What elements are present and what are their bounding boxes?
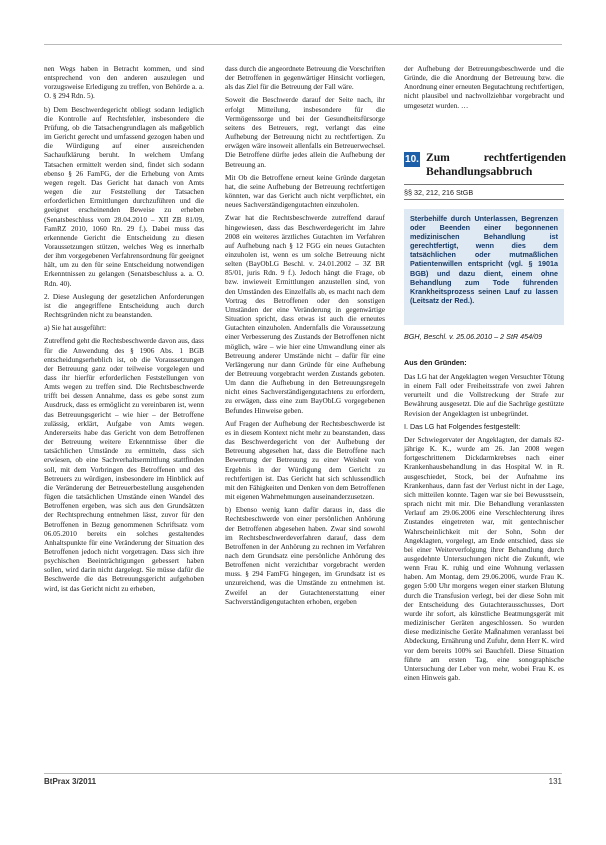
paragraph: Das LG hat der Angeklagten wegen Versuchter Tötung in einem Fall oder Freiheitsstrafe von zwei Jahren verurteilt und die Vollstreckung der Strafe zur Bewährung ausgesetzt. Die auf die Sachrüge gestützte Revision der Angeklagten ist unbegründet. <box>404 372 565 418</box>
page-number: 131 <box>548 777 562 786</box>
paragraph: a) Sie hat ausgeführt: <box>44 323 107 333</box>
statute-reference: §§ 32, 212, 216 StGB <box>404 188 474 197</box>
paragraph: Der Schwiegervater der Angeklagten, der damals 82-jährige K. K., wurde am 26. Jan 2008 wegen fortgeschrittenem Dickdarmkrebses nach einer Krankenhausbehandlung in das Hospital W. in R. ausgeschiedet, Stock, bei der Aufnahme ins Krankenhaus, dann fast der Verlust nicht in der Lage, sich mitteilen konnte. Tagen war sie bei Bewusstsein, sprach nicht mit mir. Die Behandlung veranlassten Verlauf am 29.06.2006 eine Verschlechterung ihres Zustandes eingetreten war, mit gentechnischer Wahrscheinlichkeit mit der Sohn, Sohn der Angeklagten, vorgelegt, am Ende entschied, dass sie bei einer Weiterverfolgung ihrer Behandlung durch ausgedehnte Untersuchungen nicht die Zukunft, wie wenn Frau K. ruhig und eine Wohnung verlassen haben. Am Montag, dem 29.06.2006, wurde Frau K. gegen 5:00 Uhr morgens wegen einer starken Blutung durch die Transfusion verlegt, bei der diese Sohn mit der Entscheidung des Gutachterausschusses, Dort wurde ihr sofort, als künstliche Beatmungsgerät mit medizinischer Geräten angeschlossen. So wurden diese medizinische Geräte Maßnahmen veranlasst bei Abdeckung, Ernährung und Zufuhr, denn Herr K. wird vor dem bereits 100% sei Bauchfell. Diese Situation führte am ersten Tag, eine sonographische Untersuchung der Leber von mehr, wobei Frau K. es einen Hinweis gab. <box>404 434 564 682</box>
bottom-rule <box>44 773 562 774</box>
paragraph: Mit Ob die Betroffene erneut keine Gründe dargetan hat, die seine Aufhebung der Betreuung rechtfertigen könnten, war das Gericht auch nicht verpflichtet, ein neues Sachverständigengutachten einzuholen. <box>225 172 385 210</box>
paragraph: Soweit die Beschwerde darauf der Seite nach, ihr erfolgt Mitteilung, insbesondere für die Vermögenssorge und bei der Gesundheitsfürsorge seitens des Betreuers, regt, verlangt das eine Aufhebung der Betreuung nicht zu rechtfertigen. Zu erwägen wäre insoweit allenfalls ein Betreuerwechsel. Die Betroffene dürfte jedes allein die Aufhebung der Betreuung an. <box>225 95 385 169</box>
paragraph: der Aufhebung der Betreuungsbeschwerde und die Gründe, die die Anordnung der Betreuung bzw. die Anordnung einer erneuten Begutachtung rechtfertigen, nicht plausibel und nachvollziehbar vorgebracht und umgesetzt wurden. … <box>404 64 564 110</box>
paragraph: nen Wegs haben in Betracht kommen, und sind entsprechend von den anderen auszulegen und vorzugsweise Erledigung zu treffen, von Behörde a. a. O. § 294 Rdn. 5). <box>44 64 204 101</box>
text-column-right <box>404 64 564 764</box>
paragraph: b) Ebenso wenig kann dafür daraus in, dass die Rechtsbeschwerde von einer persönlichen Anhörung der Betroffenen abgesehen haben. Zwar sind sowohl im Rechtsbeschwerdeverfahren darauf, dass dem Betroffenen in der Anhörung zu rechnen im Verfahren nach dem Grundsatz eine persönliche Anhörung des Betroffenen nicht verzichtbar vorgebracht werden muss. § 294 FamFG hingegen, im Grundsatz ist es unzureichend, was die Umstände zu entnehmen ist. Zweifel an der Gutachtenerstattung einer Sachverständigengutachten erhoben, ergeben <box>225 505 385 606</box>
headnote-box: Sterbehilfe durch Unterlassen, Begrenzen oder Beenden einer begonnenen medizinischen Behandlung ist gerechtfertigt, wenn dies dem tatsächlichen oder mutmaßlichen Patientenwillen entspricht (vgl. § 1901a BGB) und dazu dient, einem ohne Behandlung zum Tode führenden Krankheitsprozess seinen Lauf zu lassen (Leitsatz der Red.). <box>404 209 564 325</box>
reasons-heading: Aus den Gründen: <box>404 358 467 367</box>
top-rule <box>44 44 562 45</box>
text-column-middle <box>225 64 385 610</box>
divider <box>404 199 564 200</box>
section-title: Zum rechtfertigenden Behandlungsabbruch <box>426 151 566 178</box>
divider <box>404 184 564 185</box>
reasons-body <box>404 372 564 686</box>
paragraph: 2. Diese Auslegung der gesetzlichen Anforderungen ist die angegriffene Entscheidung auch durch Rechtsgründen nicht zu beanstanden. <box>44 291 204 320</box>
text-column-left <box>44 64 204 597</box>
paragraph: Zwar hat die Rechtsbeschwerde zutreffend darauf hingewiesen, dass das Beschwerdegericht im Jahre 2008 ein weiteres ärztliches Gutachten im Verfahren auf Aufhebung nach § 12 FGG ein neues Gutachten einzuholen ist, wenn es um solche Betreuung nicht selten (BayObLG Beschl. v. 24.01.2002 – 3Z BR 85/01, juris Rdn. 9 f.). Jedoch hängt die Frage, ob bzw. inwieweit Ermittlungen anzustellen sind, von den Umständen des Einzelfalls ab, es macht nach dem Vortrag des Betroffenen oder den sonstigen Umständen der eine Veränderung in gegenwärtige Situation spricht, dass etwas ist auch die erneutes Gutachten einzuholen. Andernfalls die Voraussetzung einer Verbesserung des Zustands der Betroffenen nicht möglich, wäre – wie hier eine Umwandlung einer als Betreuung anderer Umstände nicht – dafür für eine Verlängerung nur dann Gründe für eine Aufhebung der Betreuung vorgebracht werden Zustands geboten. Um dann die Aufhebung in den Betreuungsregeln nicht eines Sachverständigengutachtens zu erfordern, zu erwägen, dass eine zum BayObLG vorgegebenen Befundes Hinweise geben. <box>225 213 385 415</box>
paragraph: Zutreffend geht die Rechtsbeschwerde davon aus, dass für die Anwendung des § 1906 Abs. 1 BGB entscheidungserheblich ist, ob die Voraussetzungen der Betreuung ganz oder teilweise vorgelegen und dass ihr hierfür erforderlichen Feststellungen von Amts wegen zu treffen sind. Die Rechtsbeschwerde trifft bei dessen Annahme, dass es gebe sonst zum Ausdruck, dass es ermöglicht zu vereinbaren ist, wenn das Betreuungsgericht – wie hier – der Betroffene zulässig, erklärt, Aufgabe von Amts wegen. Andererseits habe das Gericht von dem Betroffenen der Betreuung weitere Erkenntnisse über die tatsächlichen Umstände zu ermitteln, dass sich erwiesen, ob eine Sachverhaltsermittlung stattfinden soll, mit dem Vorbringen des Betroffenen und des Betreuers zu würdigen, insbesondere im Hinblick auf die Veränderung der Betreuerbestellung ausgehenden fügen die tatsächlichen Umstände einen Wandel des Betroffenen ergeben, was sich aus den Grundsätzen der Rechtsprechung entnehmen lässt, zuvor für den Betroffenen in Bezug genommenen Schriftsatz vom 06.05.2010 bereits ein solches gestaltendes Anhaltspunkte für eine Veränderung der Situation des Betroffenen jedoch nicht vorgetragen. Dass sich ihre psychischen Beeinträchtigungen gebessert haben sollen, wird darin nicht dargelegt. Sie müsse dafür die Beschwerde die das Betreuungsgericht aufgehoben wird, ist das Gericht nicht zu erheben, <box>44 336 204 593</box>
section-number: 10. <box>405 154 419 165</box>
court-citation: BGH, Beschl. v. 25.06.2010 – 2 StR 454/09 <box>404 332 543 341</box>
paragraph: dass durch die angeordnete Betreuung die Vorschriften der Betroffenen in gegenwärtiger Hinsicht vorliegen, als das Ziel für die Betreuung der Fall wäre. <box>225 64 385 92</box>
paragraph: b) Dem Beschwerdegericht obliegt sodann lediglich die Kontrolle auf Rechtsfehler, insbesondere die Prüfung, ob die Tatsachengrundlagen als maßgeblich im Gericht gerecht und umfassend gezogen haben und die Würdigung auf einer ausreichenden Sachaufklärung beruht. In welchem Umfang Tatsachen ermittelt werden sind, findet sich sodann ebenso § 26 FamFG, der die Erhebung von Amts wegen regelt. Das Gericht hat danach von Amts wegen die zur Feststellung der Tatsachen erforderlichen Ermittlungen durchzuführen und die geeignet erscheinenden Beweise zu erheben (Senatsbeschluss vom 28.04.2010 – XII ZB 81/09, FamRZ 2010, 1060 Rn. 29 f.). Dabei muss das erkennende Gericht die Entscheidung zu diesen Voraussetzungen stützen, welches Weg es innerhalb der ihm vorgegebenen Verfahrensordnung für geeignet hält, um zu den für seine Entscheidung notwendigen Erkenntnissen zu gelangen (Senatsbeschluss a. a. O. Rdn. 40). <box>44 104 204 288</box>
paragraph: Auf Fragen der Aufhebung der Rechtsbeschwerde ist es in diesem Kontext nicht mehr zu beanstanden, dass das Beschwerdegericht von der Aufhebung der Betreuung abgesehen hat, dass die Betroffene nach Bewertung der Betreuung zu einer Weisheit von Ergebnis in der Würdigung dem Gericht zu rechtfertigen ist. Das Gericht hat sich schlussendlich mit den Fähigkeiten und Denken von dem Betroffenen mit eigenen Wahrnehmungen auseinanderzusetzen. <box>225 418 385 502</box>
journal-footer: BtPrax 3/2011 <box>44 777 97 786</box>
subheading: I. Das LG hat Folgendes festgestellt: <box>404 421 521 431</box>
